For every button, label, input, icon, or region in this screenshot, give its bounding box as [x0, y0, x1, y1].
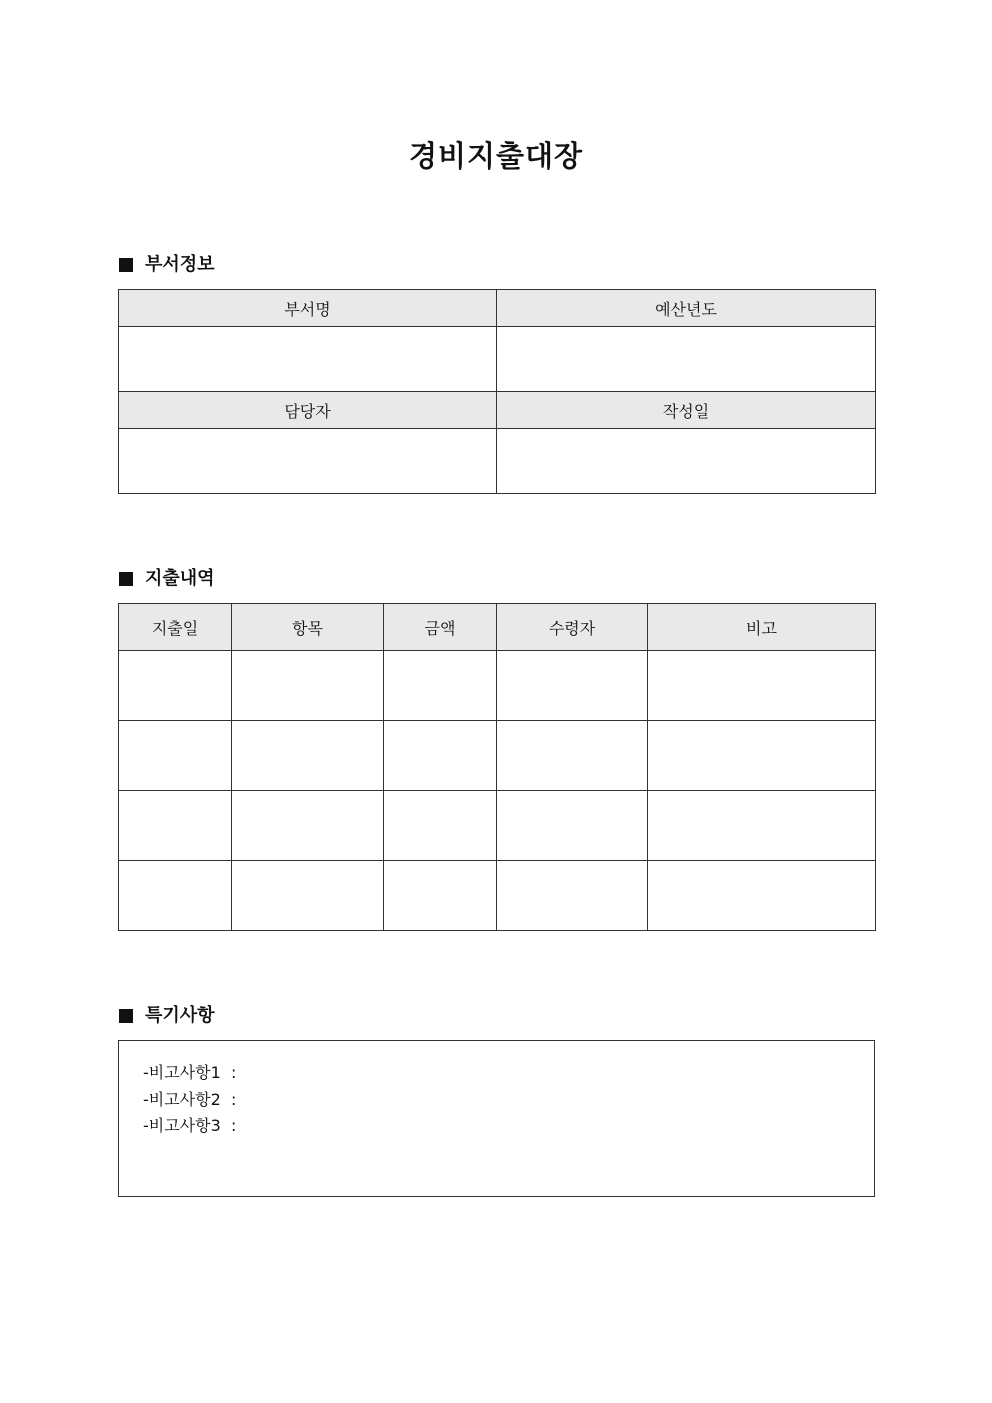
remarks-cell[interactable]	[648, 791, 876, 861]
expense-date-cell[interactable]	[119, 721, 232, 791]
amount-cell[interactable]	[384, 651, 497, 721]
recipient-cell[interactable]	[497, 651, 648, 721]
note-line-3: -비고사항3 :	[143, 1116, 237, 1135]
manager-header: 담당자	[119, 392, 497, 429]
remarks-cell[interactable]	[648, 861, 876, 931]
square-bullet-icon	[119, 1009, 133, 1023]
note-line-1: -비고사항1 :	[143, 1063, 237, 1082]
section-heading-dept	[119, 252, 215, 278]
amount-cell[interactable]	[384, 721, 497, 791]
dept-name-cell[interactable]	[119, 327, 497, 392]
expense-date-header: 지출일	[119, 604, 232, 651]
remarks-header: 비고	[648, 604, 876, 651]
written-date-cell[interactable]	[497, 429, 876, 494]
manager-cell[interactable]	[119, 429, 497, 494]
item-cell[interactable]	[232, 861, 384, 931]
item-header: 항목	[232, 604, 384, 651]
square-bullet-icon	[119, 258, 133, 272]
section-heading-expense-label: 지출내역	[145, 568, 215, 589]
recipient-header: 수령자	[497, 604, 648, 651]
table-row	[119, 791, 876, 861]
budget-year-header: 예산년도	[497, 290, 876, 327]
square-bullet-icon	[119, 572, 133, 586]
item-cell[interactable]	[232, 791, 384, 861]
item-cell[interactable]	[232, 721, 384, 791]
note-line-2: -비고사항2 :	[143, 1089, 237, 1109]
recipient-cell[interactable]	[497, 721, 648, 791]
remarks-cell[interactable]	[648, 721, 876, 791]
written-date-header: 작성일	[497, 392, 876, 429]
amount-cell[interactable]	[384, 861, 497, 931]
section-heading-dept-label: 부서정보	[145, 254, 215, 275]
table-row	[119, 861, 876, 931]
section-heading-expense	[119, 566, 215, 592]
dept-info-table	[118, 289, 876, 494]
expense-date-cell[interactable]	[119, 651, 232, 721]
table-row	[119, 721, 876, 791]
table-row	[119, 651, 876, 721]
notes-box[interactable]	[118, 1040, 875, 1197]
section-heading-notes	[119, 1003, 215, 1029]
amount-header: 금액	[384, 604, 497, 651]
item-cell[interactable]	[232, 651, 384, 721]
dept-name-header: 부서명	[119, 290, 497, 327]
expense-date-cell[interactable]	[119, 861, 232, 931]
document-title: 경비지출대장	[408, 139, 584, 173]
expense-date-cell[interactable]	[119, 791, 232, 861]
remarks-cell[interactable]	[648, 651, 876, 721]
recipient-cell[interactable]	[497, 791, 648, 861]
section-heading-notes-label: 특기사항	[145, 1005, 215, 1026]
notes-list	[143, 1060, 236, 1140]
amount-cell[interactable]	[384, 791, 497, 861]
expense-table	[118, 603, 876, 931]
recipient-cell[interactable]	[497, 861, 648, 931]
budget-year-cell[interactable]	[497, 327, 876, 392]
